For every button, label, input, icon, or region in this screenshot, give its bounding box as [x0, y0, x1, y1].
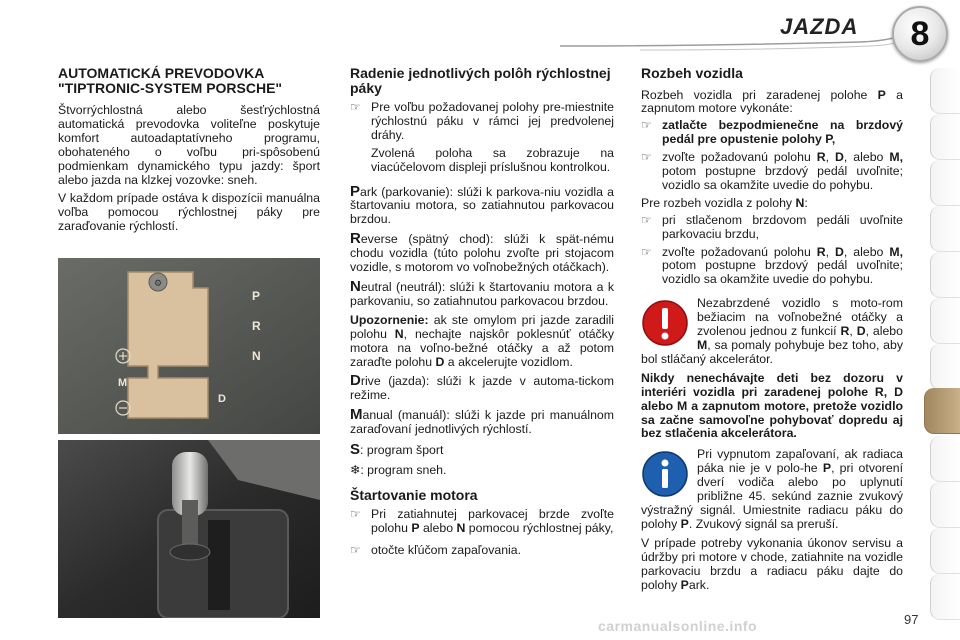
info-icon	[641, 450, 689, 498]
gear-lever-photo	[58, 440, 320, 618]
bullet-text: potom postupne brzdový pedál uvoľnite; vozidlo sa okamžite uvedie do pohybu.	[662, 164, 903, 192]
bullet-n: N	[456, 521, 466, 536]
section-title-gear-positions: Radenie jednotlivých polôh rýchlostnej páky	[350, 65, 611, 96]
service-text: ark.	[688, 577, 710, 592]
bullet-m: M,	[889, 244, 903, 259]
chapter-number-badge: 8	[892, 6, 948, 62]
section-title-automatic-gearbox: AUTOMATICKÁ PREVODOVKA "TIPTRONIC-SYSTEM PORSCHE"	[58, 65, 283, 96]
pointing-hand-icon: ☞	[641, 118, 652, 133]
pointing-hand-icon: ☞	[350, 543, 361, 558]
index-tab	[930, 160, 960, 206]
section-title-engine-start: Štartovanie motora	[350, 486, 478, 503]
index-tab	[930, 206, 960, 252]
gear-selector-diagram-photo	[58, 258, 320, 434]
service-text: V prípade potreby vykonania úkonov servisu a údržby pri motore v chode, zatiahnite na vozidle parkovaciu brzdu a radiacu páku dajte do polohy	[641, 535, 903, 592]
index-tab	[930, 436, 960, 482]
paragraph-snow	[350, 464, 614, 478]
bullet-text: Pre voľbu požadovanej polohy pre-miestnite rýchlostnú páku v rámci jej predvolenej dráhy.	[371, 100, 614, 142]
info-block-buzzer	[641, 448, 903, 531]
park-initial: P	[350, 182, 361, 200]
bullet-text: pomocou rýchlostnej páky,	[465, 521, 614, 536]
paragraph-intro: Štvorrýchlostná alebo šesťrýchlostná automatická prevodovka voliteľne poskytuje komfort autoadaptatívneho programu, obohateného o voľbu pri-spôsobenú podmienkam dynamického typu jazdy: šport alebo jazda na klzkej vozovke: sneh.	[58, 103, 320, 187]
intro-text: a zapnutom motore vykonáte:	[641, 87, 903, 116]
bullet-select-gear-1	[641, 151, 903, 193]
page-header	[0, 0, 960, 53]
warning-text: , alebo	[865, 324, 903, 339]
intro-text: Rozbeh vozidla pri zaradenej polohe	[641, 87, 878, 102]
note-display-indicator: Zvolená poloha sa zobrazuje na viacúčelovom displeji príslušnou kontrolkou.	[371, 145, 614, 174]
bullet-text: , alebo	[843, 244, 890, 259]
bullet-text: Pri zatiahnutej parkovacej brzde zvoľte polohu	[371, 507, 614, 536]
sport-text: : program šport	[360, 443, 444, 458]
bullet-d: D	[835, 150, 844, 165]
pointing-hand-icon: ☞	[641, 150, 652, 165]
svg-text:⚙: ⚙	[154, 278, 163, 288]
intro-p: P	[877, 87, 886, 102]
warning-d: D	[856, 324, 866, 339]
gear-label-r: R	[252, 319, 261, 333]
reverse-text: everse (spätný chod): slúži k spät-nému chodu vozidla (túto polohu zvoľte pri stojacom vozidle, s motorom vo voľnobežných otáčkach).	[350, 232, 614, 275]
bullet-select-position	[350, 101, 614, 143]
intro-text: Pre rozbeh vozidla z polohy	[641, 195, 796, 210]
header-swoosh-decoration	[560, 6, 940, 56]
drive-initial: D	[350, 372, 361, 390]
bullet-start-2	[350, 544, 614, 558]
warning-text: , nechajte najskôr poklesnúť otáčky motora na voľno-bežné otáčky a až potom zaraďte polohu	[350, 326, 614, 369]
warning-text: a akcelerujte vozidlom.	[444, 354, 573, 369]
pointing-hand-icon: ☞	[350, 100, 361, 114]
page-number: 97	[904, 612, 919, 627]
paragraph-moving-off-intro	[641, 89, 903, 117]
info-text: . Zvukový signál sa preruší.	[688, 516, 839, 531]
watermark: carmanualsonline.info	[598, 618, 758, 634]
bullet-select-gear-2	[641, 246, 903, 288]
bullet-release-handbrake	[641, 214, 903, 242]
warning-text: ,	[849, 324, 857, 339]
paragraph-manual	[350, 408, 614, 437]
gear-label-m: M	[118, 377, 128, 389]
neutral-initial: N	[350, 277, 361, 295]
index-tab	[930, 482, 960, 528]
pointing-hand-icon: ☞	[641, 212, 652, 227]
bullet-r: R	[816, 150, 826, 165]
index-tab	[930, 298, 960, 344]
paragraph-park	[350, 182, 614, 228]
gear-label-p: P	[252, 289, 261, 303]
manual-initial: M	[350, 406, 363, 424]
intro-n: N	[795, 195, 805, 210]
chapter-title: JAZDA	[780, 14, 859, 39]
warning-children: Nikdy nenechávajte deti bez dozoru v interiéri vozidla pri zaradenej polohe R, D alebo M a zapnutom motore, pretože vozidlo sa začne samovoľne pohybovať dopredu aj bez stlačenia akcelerátora.	[641, 370, 903, 441]
index-tab	[930, 68, 960, 114]
bullet-text: otočte kľúčom zapaľovania.	[371, 543, 522, 558]
column-left	[58, 66, 320, 239]
warning-r: R	[840, 324, 850, 339]
service-p: P	[680, 577, 689, 592]
bullet-r: R	[816, 244, 826, 259]
index-tab	[930, 344, 960, 390]
paragraph-warning-neutral	[350, 314, 614, 370]
bullet-text: potom postupne brzdový pedál uvoľnite; vozidlo sa okamžite uvedie do pohybu.	[662, 258, 903, 287]
column-middle	[350, 66, 614, 562]
bullet-p: P	[411, 521, 420, 536]
bullet-m: M,	[889, 150, 903, 165]
paragraph-from-neutral	[641, 197, 903, 211]
gear-label-n: N	[252, 349, 261, 363]
index-tab-active	[924, 388, 960, 434]
bullet-text: ,	[825, 244, 836, 259]
warning-text: ak ste omylom pri jazde zaradili polohu	[350, 312, 614, 341]
intro-text: :	[804, 195, 808, 210]
gear-gate-illustration	[58, 258, 320, 434]
warning-m: M	[697, 338, 708, 352]
reverse-initial: R	[350, 230, 361, 248]
chapter-index-tabs	[924, 68, 960, 628]
bullet-text: zvoľte požadovanú polohu	[662, 244, 817, 259]
warning-d: D	[435, 354, 445, 369]
pointing-hand-icon: ☞	[350, 507, 361, 522]
bullet-text: pri stlačenom brzdovom pedáli uvoľnite parkovaciu brzdu,	[662, 212, 903, 241]
gear-label-d: D	[218, 393, 226, 405]
gear-lever-illustration	[58, 440, 320, 618]
bullet-text: , alebo	[843, 150, 890, 165]
paragraph-drive	[350, 374, 614, 403]
column-right	[641, 66, 903, 597]
index-tab	[930, 252, 960, 298]
paragraph-service	[641, 537, 903, 593]
drive-text: rive (jazda): slúži k jazde v automa-tickom režime.	[350, 374, 614, 403]
warning-n: N	[394, 326, 404, 341]
warning-text: Nezabrzdené vozidlo s moto-rom bežiacim na voľnobežné otáčky a zvolenou jednou z funkcií	[697, 296, 903, 339]
bullet-text-bold: zatlačte bezpodmienečne na brzdový pedál pre opustenie polohy P,	[662, 118, 903, 147]
info-text: Pri vypnutom zapaľovaní, ak radiaca páka nie je v polo-he	[697, 447, 903, 476]
paragraph-sport	[350, 443, 614, 458]
index-tab	[930, 114, 960, 160]
index-tab	[930, 574, 960, 620]
paragraph-reverse	[350, 232, 614, 275]
index-tab	[930, 528, 960, 574]
bullet-text: alebo	[419, 521, 457, 536]
info-text: , pri otvorení dverí vodiča alebo po uplynutí približne 45. sekúnd zaznie zvukový výstražný signál. Umiestnite radiacu páku do polohy	[641, 461, 903, 531]
bullet-text: zvoľte požadovanú polohu	[662, 150, 817, 165]
info-p: P	[680, 516, 689, 531]
warning-exclamation-icon	[641, 299, 689, 347]
manual-text: anual (manuál): slúži k jazde pri manuálnom zaraďovaní jednotlivých rýchlostí.	[350, 408, 614, 437]
sport-initial: S	[350, 441, 361, 459]
park-text: ark (parkovanie): slúži k parkova-niu vozidla a štartovaniu motora, so zatiahnutou parkovacou brzdou.	[350, 184, 614, 227]
bullet-press-brake	[641, 119, 903, 147]
warning-label: Upozornenie:	[350, 312, 429, 327]
paragraph-neutral	[350, 277, 614, 309]
bullet-d: D	[835, 244, 844, 259]
bullet-start-1	[350, 508, 614, 536]
paragraph-manual-selection: V každom prípade ostáva k dispozícii manuálna voľba pomocou rýchlostnej páky pre zaraďovanie rýchlostí.	[58, 191, 320, 234]
snow-text: : program sneh.	[360, 462, 447, 477]
info-p: P	[822, 461, 832, 476]
section-title-moving-off: Rozbeh vozidla	[641, 65, 743, 81]
warning-block-creep	[641, 297, 903, 367]
bullet-text: ,	[825, 150, 836, 165]
warning-text: , sa pomaly pohybuje bez toho, aby bol stláčaný akcelerátor.	[641, 338, 903, 366]
neutral-text: eutral (neutrál): slúži k štartovaniu motora a k parkovaniu, so zatiahnutou parkovacou brzdou.	[350, 279, 614, 308]
pointing-hand-icon: ☞	[641, 244, 652, 259]
snowflake-icon: ❄	[350, 462, 361, 477]
